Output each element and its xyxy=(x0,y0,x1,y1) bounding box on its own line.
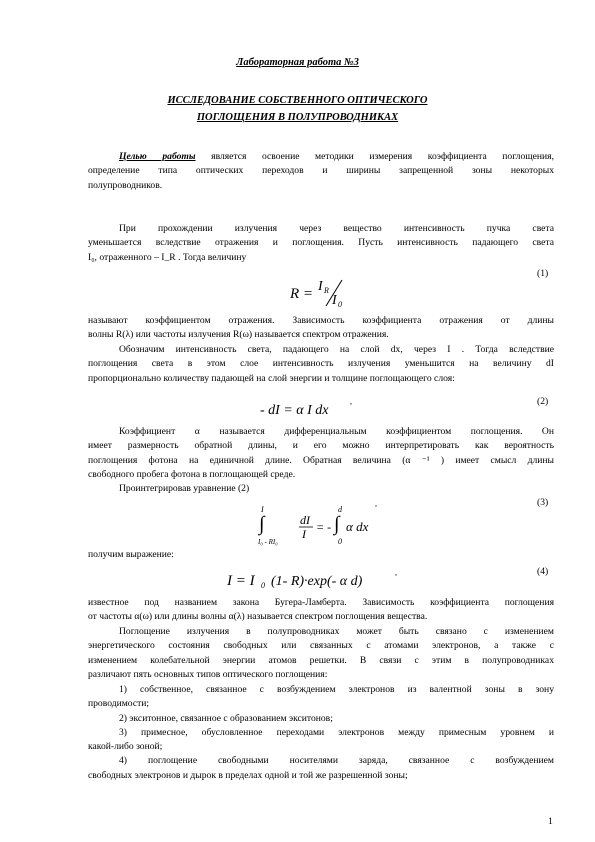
list-item: свободных электронов и дырок в пределах одной и той же разрешенной зоны; xyxy=(88,769,408,781)
svg-text:0: 0 xyxy=(338,300,342,309)
svg-text:0: 0 xyxy=(261,581,265,590)
intro-paragraph xyxy=(88,222,554,265)
goal-line-3: полупроводников. xyxy=(88,179,163,191)
list-item: какой-либо зоной; xyxy=(88,741,163,753)
obtain-paragraph xyxy=(88,548,554,562)
absorb-line-2: поглощения света в этом слое интенсивность излучения уменьшится на величину dI xyxy=(88,358,554,370)
absorb-line-3: пропорционально количеству падающей на слой энергии и толщине поглощающего слоя: xyxy=(88,372,455,384)
svg-text:- dI = α I dx: - dI = α I dx xyxy=(260,403,329,418)
eq2-formula xyxy=(258,398,358,420)
coef-line-2: имеет размерность обратной длины, и его можно интерпретировать как вероятность xyxy=(88,440,554,452)
goal-line-1: является освоение методики измерения коэффициента поглощения, xyxy=(211,151,554,162)
svg-text:dI: dI xyxy=(300,513,310,527)
svg-text:I = I: I = I xyxy=(227,573,255,589)
list-item: 4) поглощение свободными носителями заряда, связанное с возбуждением xyxy=(119,755,554,767)
types-line-3: изменением колебательной энергии атомов решетки. В связи с этим в полупроводниках xyxy=(88,654,554,666)
svg-text:I: I xyxy=(261,505,264,514)
svg-text:,: , xyxy=(395,568,397,577)
lab-title: Лабораторная работа №3 xyxy=(236,57,359,68)
refl-line-1: называют коэффициентом отражения. Зависимость коэффициента отражения от длины xyxy=(88,315,554,326)
types-line-1: Поглощение излучения в полупроводниках может быть связано с изменением xyxy=(119,626,554,637)
integrate-paragraph xyxy=(88,482,554,496)
intro-line-2: уменьшается вследствие отражения и поглощения. Пусть интенсивность падающего света xyxy=(88,237,554,249)
svg-text:I: I xyxy=(318,279,323,294)
svg-text:I: I xyxy=(302,527,306,541)
law-line-2: от частоты α(ω) или длины волны α(λ) называется спектром поглощения вещества. xyxy=(88,611,428,623)
svg-text:,: , xyxy=(375,500,377,508)
coef-line-1: Коэффициент α называется дифференциальным коэффициентом поглощения. Он xyxy=(119,426,554,437)
refl-line-2: волны R(λ) или частоты излучения R(ω) называется спектром отражения. xyxy=(88,329,389,341)
list-item: проводимости; xyxy=(88,698,150,710)
intro-line-1: При прохождении излучения через вещество интенсивность пучка света xyxy=(119,223,554,234)
eq3-formula xyxy=(258,500,383,550)
eq1-formula xyxy=(288,276,358,310)
svg-text:I₀ - RI₀: I₀ - RI₀ xyxy=(258,538,278,546)
types-line-2: энергетического состояния свободных или связанных с атомами электронов, а также с xyxy=(88,640,554,652)
law-line-1: известное под названием закона Бугера-Ламберта. Зависимость коэффициента поглощения xyxy=(88,597,554,608)
types-list xyxy=(88,683,554,783)
eq2-number: (2) xyxy=(537,396,549,407)
svg-text:∫: ∫ xyxy=(334,513,340,535)
types-line-4: различают пять основных типов оптического поглощения: xyxy=(88,668,328,680)
list-item: 1) собственное, связанное с возбуждением электронов из валентной зоны в зону xyxy=(119,684,554,695)
svg-text:I: I xyxy=(332,293,337,308)
eq1-number: (1) xyxy=(537,268,549,279)
goal-label: Целью работы xyxy=(119,151,196,162)
coef-line-4: свободного пробега фотона в поглощающей среде. xyxy=(88,468,296,480)
svg-text:= -: = - xyxy=(316,520,332,534)
main-title-line-1: ИССЛЕДОВАНИЕ СОБСТВЕННОГО ОПТИЧЕСКОГО xyxy=(167,95,428,106)
eq4-number: (4) xyxy=(537,566,549,577)
goal-line-2: определение типа оптических переходов и ширины запрещенной зоны некоторых xyxy=(88,165,554,177)
intro-line-3: I₀, отраженного – I_R . Тогда величину xyxy=(88,251,247,263)
list-item: 2) экситонное, связанное с образованием экситонов; xyxy=(119,712,333,724)
types-paragraph xyxy=(88,625,554,682)
eq3-number: (3) xyxy=(537,497,549,508)
absorb-line-1: Обозначим интенсивность света, падающего на слой dx, через I . Тогда вследствие xyxy=(119,344,554,355)
absorption-paragraph xyxy=(88,343,554,386)
coefficient-paragraph xyxy=(88,425,554,482)
svg-text:R =: R = xyxy=(290,286,314,302)
coef-line-3: поглощения фотона на единичной длине. Обратная величина (α ⁻¹ ) имеет смысл длины xyxy=(88,454,554,466)
obtain-line-1: получим выражение: xyxy=(88,549,174,560)
list-item: 3) примесное, обусловленное переходами электронов между примесным уровнем и xyxy=(119,726,554,738)
reflection-paragraph xyxy=(88,314,554,343)
svg-text:d: d xyxy=(338,505,342,514)
integr-line-1: Проинтегрировав уравнение (2) xyxy=(119,483,250,494)
svg-text:0: 0 xyxy=(338,537,342,546)
eq4-formula xyxy=(225,568,415,592)
goal-paragraph xyxy=(88,150,554,193)
svg-text:∫: ∫ xyxy=(259,513,265,535)
main-title-line-2: ПОГЛОЩЕНИЯ В ПОЛУПРОВОДНИКАХ xyxy=(196,112,399,123)
law-paragraph xyxy=(88,596,554,625)
svg-text:R: R xyxy=(324,286,329,295)
svg-text:α dx: α dx xyxy=(346,519,369,534)
svg-text:,: , xyxy=(350,398,352,406)
page-number: 1 xyxy=(548,816,553,827)
svg-text:(1- R)·exp(- α d): (1- R)·exp(- α d) xyxy=(271,574,363,589)
